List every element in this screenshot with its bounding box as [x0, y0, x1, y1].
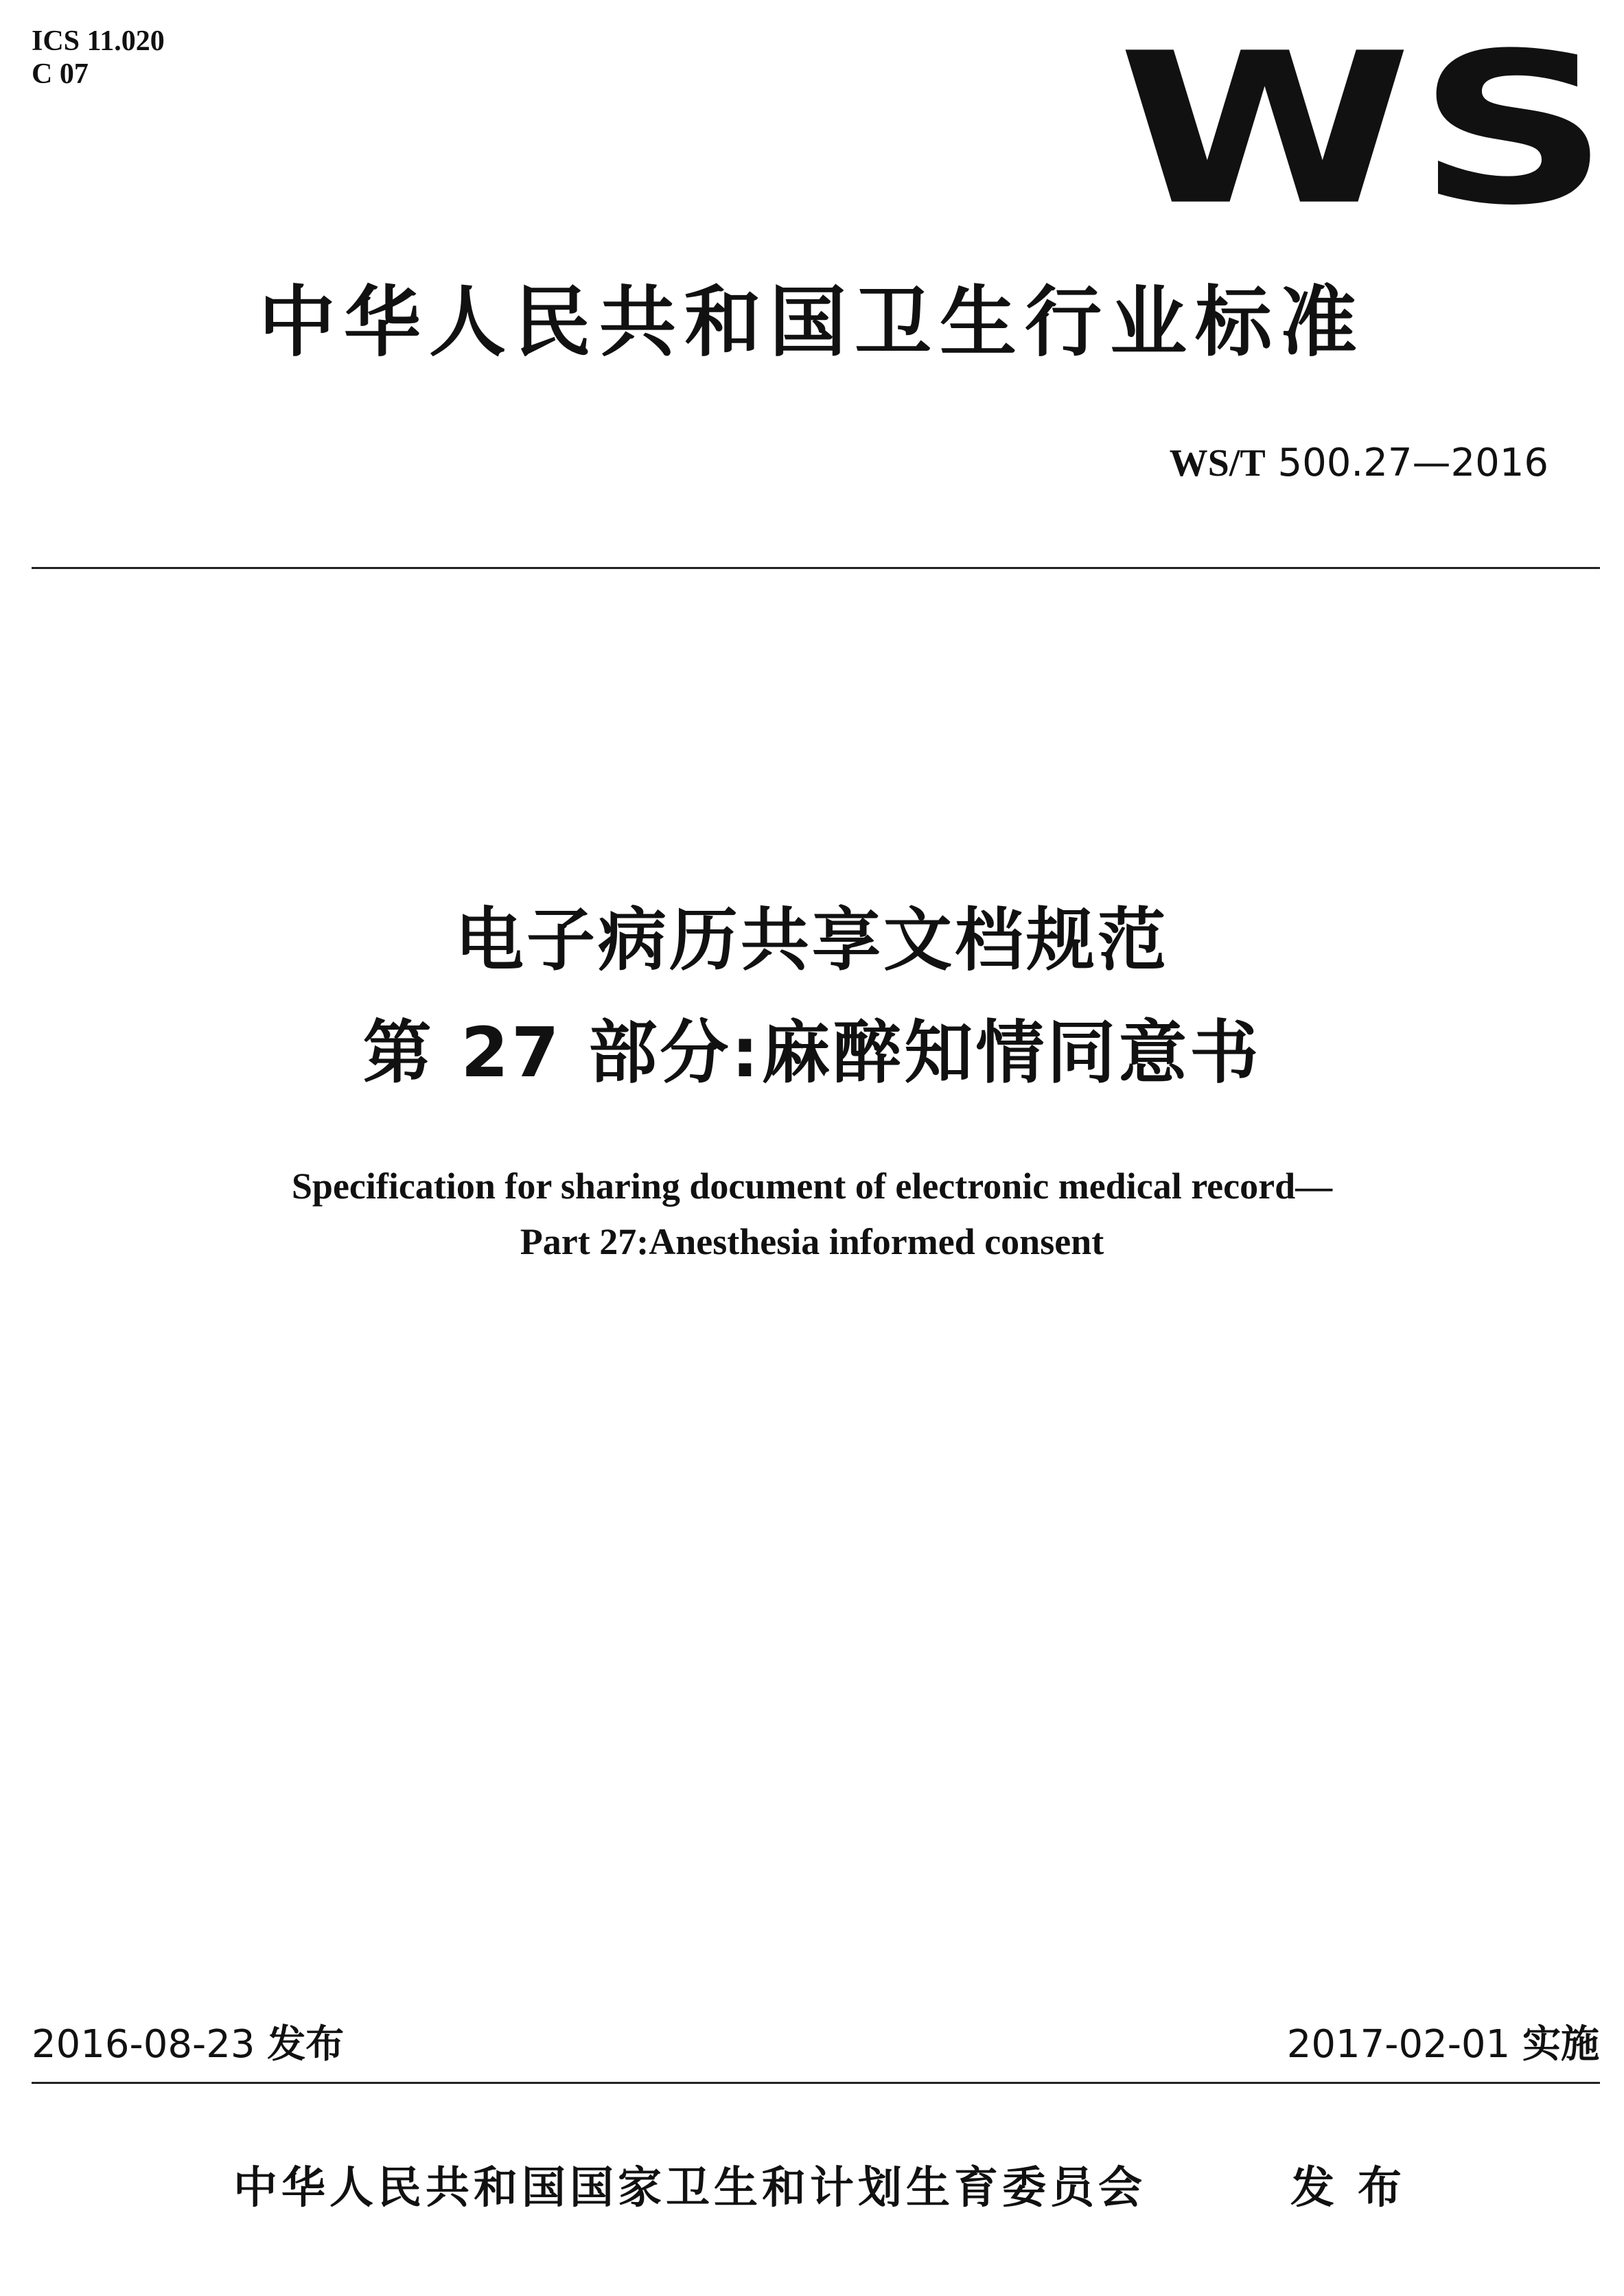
bottom-divider [32, 2082, 1600, 2084]
publisher-name: 中华人民共和国国家卫生和计划生育委员会 [233, 2163, 1146, 2214]
implement-label: 实施 [1522, 2022, 1599, 2067]
issue-label: 发布 [267, 2022, 345, 2067]
standard-number-prefix: WS/T [1169, 442, 1266, 485]
classification-codes [32, 25, 165, 91]
title-en-line2: Part 27:Anesthesia informed consent [520, 1221, 1104, 1262]
ccs-code: C 07 [32, 58, 89, 90]
standard-type-heading: 中华人民共和国卫生行业标准 [259, 278, 1365, 367]
title-zh-line2: 第 27 部分:麻醉知情同意书 [362, 1012, 1262, 1093]
implement-date-block [1287, 2021, 1599, 2069]
title-en-line1: Specification for sharing document of electronic medical record— [291, 1166, 1333, 1207]
implement-date: 2017-02-01 [1286, 2022, 1511, 2067]
top-divider [32, 567, 1600, 569]
issue-date-block [32, 2021, 344, 2069]
ws-logo: WS [1117, 8, 1615, 251]
ics-code: ICS 11.020 [32, 25, 165, 57]
publisher-action: 发布 [1290, 2163, 1425, 2214]
standard-number-value: 500.27—2016 [1265, 441, 1548, 485]
title-zh-line1: 电子病历共享文档规范 [455, 900, 1169, 980]
standard-number [1170, 439, 1548, 487]
issue-date: 2016-08-23 [32, 2022, 255, 2067]
